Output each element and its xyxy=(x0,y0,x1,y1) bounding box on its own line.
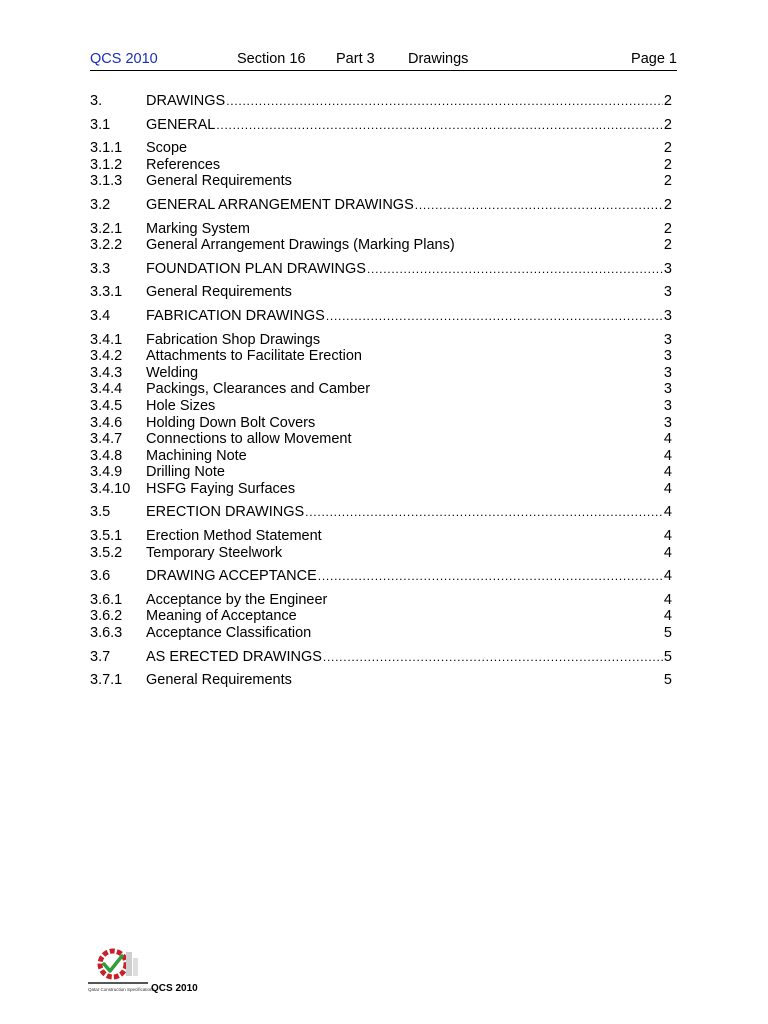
toc-entry-number: 3.6 xyxy=(90,568,111,585)
toc-entry-number: 3.4.1 xyxy=(90,331,123,348)
toc-entry-number: 3.7 xyxy=(90,648,111,665)
toc-entry-title: Hole Sizes xyxy=(146,397,216,414)
toc-entry xyxy=(90,381,672,398)
toc-entry-page: 4 xyxy=(663,464,672,481)
toc-entry xyxy=(90,284,672,301)
toc-dot-leader xyxy=(226,93,672,110)
toc-entry-number: 3.2 xyxy=(90,196,111,213)
toc-entry-number: 3.1.1 xyxy=(90,140,123,157)
page-header xyxy=(90,50,677,71)
toc-entry-title: HSFG Faying Surfaces xyxy=(146,480,296,497)
header-section: Section 16 xyxy=(237,51,306,67)
toc-entry xyxy=(90,431,672,448)
toc-entry-page: 5 xyxy=(663,625,672,642)
toc-entry-page: 2 xyxy=(663,140,672,157)
toc-entry-title: FOUNDATION PLAN DRAWINGS xyxy=(146,260,366,277)
toc-entry xyxy=(90,173,672,190)
toc-entry-page: 2 xyxy=(663,220,672,237)
toc-entry-page: 3 xyxy=(663,331,672,348)
toc-entry-number: 3.5.1 xyxy=(90,528,123,545)
toc-entry-title: Fabrication Shop Drawings xyxy=(146,331,321,348)
toc-entry-title: Temporary Steelwork xyxy=(146,544,283,561)
toc-entry-number: 3.5 xyxy=(90,504,111,521)
toc-entry xyxy=(90,261,672,278)
toc-dot-leader xyxy=(326,308,672,325)
toc-entry-number: 3.3 xyxy=(90,260,111,277)
toc-dot-leader xyxy=(367,261,672,278)
toc-entry xyxy=(90,504,672,521)
toc-entry-title: Scope xyxy=(146,140,188,157)
toc-entry-title: General Requirements xyxy=(146,284,292,301)
toc-entry-page: 2 xyxy=(663,173,672,190)
toc-entry xyxy=(90,117,672,134)
toc-entry-number: 3.6.3 xyxy=(90,625,123,642)
toc-entry-page: 4 xyxy=(663,528,672,545)
toc-entry-page: 4 xyxy=(663,431,672,448)
toc-entry-page: 3 xyxy=(663,397,672,414)
toc-entry-title: GENERAL xyxy=(146,116,216,133)
toc-entry-title: General Arrangement Drawings (Marking Plans) xyxy=(146,237,455,254)
toc-entry-title: General Requirements xyxy=(146,672,292,689)
toc-entry xyxy=(90,140,672,157)
toc-entry-title: DRAWINGS xyxy=(146,93,226,109)
toc-entry-number: 3.2.2 xyxy=(90,237,123,254)
toc-entry xyxy=(90,592,672,609)
toc-entry-number: 3.6.2 xyxy=(90,608,123,625)
page-footer xyxy=(86,942,226,996)
toc-entry-page: 3 xyxy=(663,284,672,301)
toc-entry-number: 3.4.9 xyxy=(90,464,123,481)
toc-entry-title: Welding xyxy=(146,364,199,381)
logo-caption: Qatar Construction Specifications xyxy=(88,987,155,992)
toc-entry-title: General Requirements xyxy=(146,173,292,190)
toc-entry-number: 3.4.8 xyxy=(90,447,123,464)
toc-entry-page: 5 xyxy=(663,648,672,665)
toc-entry xyxy=(90,568,672,585)
toc-dot-leader xyxy=(318,568,672,585)
toc-entry-number: 3.3.1 xyxy=(90,284,123,301)
toc-entry-number: 3.4.6 xyxy=(90,414,123,431)
footer-document-code: QCS 2010 xyxy=(151,983,198,994)
toc-entry-title: Connections to allow Movement xyxy=(146,431,352,448)
header-page-number: Page 1 xyxy=(631,51,677,67)
toc-entry-page: 2 xyxy=(663,156,672,173)
toc-entry xyxy=(90,348,672,365)
toc-entry-number: 3.5.2 xyxy=(90,544,123,561)
toc-entry xyxy=(90,221,672,238)
toc-entry xyxy=(90,528,672,545)
toc-entry-title: Holding Down Bolt Covers xyxy=(146,414,316,431)
toc-entry xyxy=(90,625,672,642)
toc-entry-page: 4 xyxy=(663,504,672,521)
toc-entry-title: ERECTION DRAWINGS xyxy=(146,504,305,521)
toc-entry-number: 3.6.1 xyxy=(90,591,123,608)
toc-entry-title: Acceptance Classification xyxy=(146,625,312,642)
toc-entry-page: 3 xyxy=(663,260,672,277)
header-document-code: QCS 2010 xyxy=(90,51,158,67)
toc-entry-page: 3 xyxy=(663,348,672,365)
toc-entry-number: 3.4.10 xyxy=(90,480,131,497)
toc-entry xyxy=(90,448,672,465)
toc-entry-title: AS ERECTED DRAWINGS xyxy=(146,648,322,665)
toc-dot-leader xyxy=(305,504,672,521)
toc-entry xyxy=(90,672,672,689)
toc-entry-page: 3 xyxy=(663,414,672,431)
toc-entry-number: 3.4.7 xyxy=(90,431,123,448)
toc-entry-title: Attachments to Facilitate Erection xyxy=(146,348,362,365)
toc-entry-page: 5 xyxy=(663,672,672,689)
header-topic: Drawings xyxy=(408,51,469,67)
qcs-logo-icon xyxy=(86,942,156,996)
toc-entry-page: 3 xyxy=(663,364,672,381)
toc-dot-leader xyxy=(415,197,672,214)
toc-entry-page: 3 xyxy=(663,307,672,324)
table-of-contents xyxy=(90,93,672,689)
toc-entry xyxy=(90,157,672,174)
toc-entry-number: 3.4 xyxy=(90,307,111,324)
toc-entry-number: 3.1 xyxy=(90,116,111,133)
toc-entry-page: 4 xyxy=(663,591,672,608)
toc-entry-title: Erection Method Statement xyxy=(146,528,322,545)
toc-entry-title: FABRICATION DRAWINGS xyxy=(146,307,325,324)
toc-entry-title: Acceptance by the Engineer xyxy=(146,591,328,608)
toc-entry-title: DRAWING ACCEPTANCE xyxy=(146,568,317,585)
toc-entry-page: 4 xyxy=(663,544,672,561)
toc-entry xyxy=(90,93,672,110)
toc-entry xyxy=(90,649,672,666)
toc-dot-leader xyxy=(323,649,672,666)
toc-entry-page: 2 xyxy=(663,116,672,133)
toc-entry-number: 3.7.1 xyxy=(90,672,123,689)
toc-entry xyxy=(90,332,672,349)
toc-entry xyxy=(90,365,672,382)
toc-entry-page: 2 xyxy=(663,93,672,109)
toc-entry-number: 3.4.5 xyxy=(90,397,123,414)
toc-entry-page: 4 xyxy=(663,608,672,625)
toc-entry xyxy=(90,308,672,325)
toc-entry-number: 3.4.4 xyxy=(90,381,123,398)
toc-entry xyxy=(90,398,672,415)
toc-entry-number: 3.1.2 xyxy=(90,156,123,173)
toc-entry xyxy=(90,197,672,214)
toc-entry xyxy=(90,464,672,481)
toc-entry-page: 4 xyxy=(663,480,672,497)
toc-entry-title: Packings, Clearances and Camber xyxy=(146,381,371,398)
header-part: Part 3 xyxy=(336,51,375,67)
toc-entry-number: 3.1.3 xyxy=(90,173,123,190)
toc-entry-page: 4 xyxy=(663,568,672,585)
toc-entry-title: References xyxy=(146,156,221,173)
toc-entry xyxy=(90,545,672,562)
toc-entry xyxy=(90,481,672,498)
toc-entry-title: Marking System xyxy=(146,220,250,237)
toc-entry-number: 3. xyxy=(90,93,103,109)
toc-entry xyxy=(90,415,672,432)
toc-entry-number: 3.2.1 xyxy=(90,220,123,237)
toc-entry-title: Machining Note xyxy=(146,447,247,464)
toc-entry-number: 3.4.3 xyxy=(90,364,123,381)
toc-entry-title: Meaning of Acceptance xyxy=(146,608,297,625)
toc-entry xyxy=(90,237,672,254)
toc-entry-title: GENERAL ARRANGEMENT DRAWINGS xyxy=(146,196,414,213)
toc-entry-page: 2 xyxy=(663,196,672,213)
toc-entry xyxy=(90,608,672,625)
toc-dot-leader xyxy=(216,117,672,134)
toc-entry-number: 3.4.2 xyxy=(90,348,123,365)
toc-entry-page: 2 xyxy=(663,237,672,254)
toc-entry-page: 4 xyxy=(663,447,672,464)
toc-entry-page: 3 xyxy=(663,381,672,398)
toc-entry-title: Drilling Note xyxy=(146,464,225,481)
